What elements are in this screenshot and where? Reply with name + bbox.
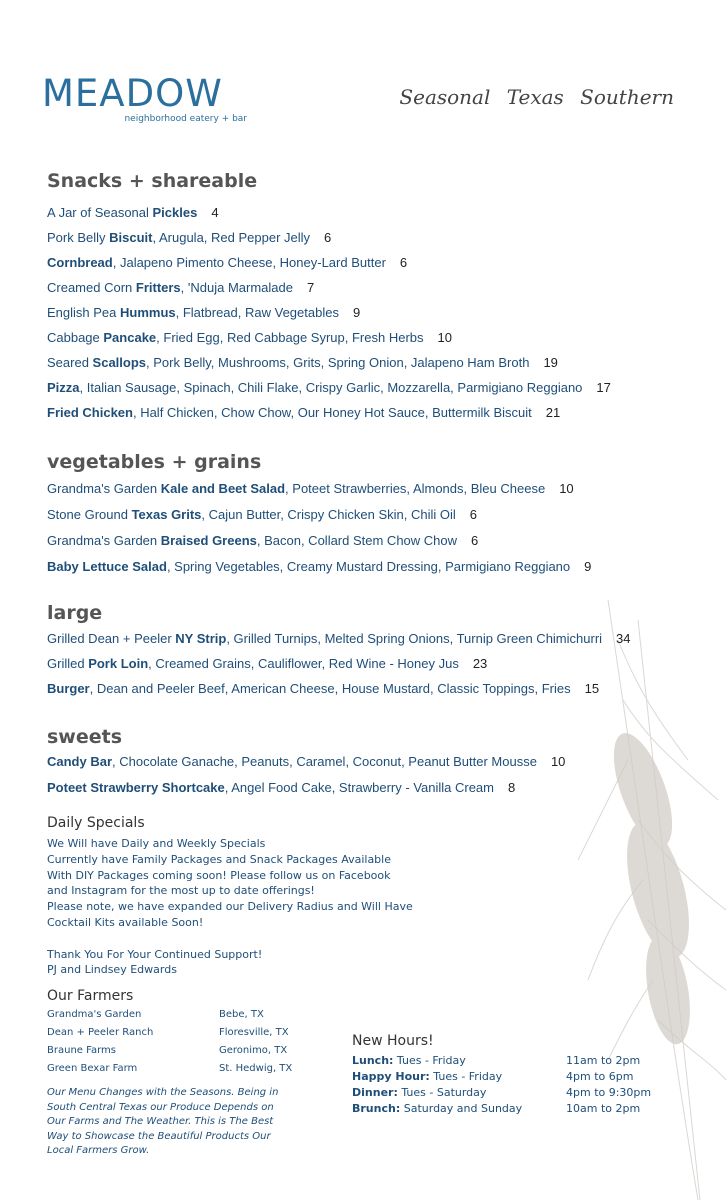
menu-item-price: 10 — [437, 330, 452, 345]
menu-item-prefix: Creamed Corn — [47, 280, 136, 295]
menu-item — [47, 656, 487, 671]
menu-item-name: Baby Lettuce Salad — [47, 559, 167, 574]
menu-item-prefix: A Jar of Seasonal — [47, 205, 153, 220]
farmer-name: Braune Farms — [47, 1045, 116, 1056]
menu-item — [47, 330, 452, 345]
menu-item-name: Pizza — [47, 380, 80, 395]
menu-item-price: 6 — [471, 533, 479, 548]
farmers-title: Our Farmers — [47, 988, 134, 1004]
hours-days: Tues - Friday — [396, 1054, 466, 1067]
specials-line: We Will have Daily and Weekly Specials — [47, 837, 266, 850]
menu-item — [47, 754, 565, 769]
menu-item-price: 6 — [469, 507, 477, 522]
specials-text — [47, 836, 413, 978]
menu-item-description: , Fried Egg, Red Cabbage Syrup, Fresh Herbs — [156, 330, 424, 345]
menu-item-name: Pork Loin — [88, 656, 149, 671]
menu-item-price: 15 — [584, 681, 600, 696]
menu-item-name: Hummus — [120, 305, 176, 320]
farmers-note-line: South Central Texas our Produce Depends on — [47, 1101, 274, 1113]
specials-line: and Instagram for the most up to date offerings! — [47, 884, 315, 898]
menu-item-name: Candy Bar — [47, 754, 113, 769]
hours-row — [352, 1054, 466, 1067]
specials-line: Thank You For Your Continued Support! — [47, 947, 263, 961]
menu-item-price: 21 — [545, 405, 561, 420]
menu-item-price: 7 — [306, 280, 315, 295]
menu-item-description: , 'Nduja Marmalade — [180, 280, 293, 295]
specials-line: With DIY Packages coming soon! Please follow us on Facebook — [47, 868, 391, 882]
hours-time: 10am to 2pm — [566, 1102, 641, 1115]
menu-item-prefix: Grandma's Garden — [47, 481, 161, 496]
section-title-vegetables: vegetables + grains — [47, 451, 262, 473]
farmers-note-line: Our Farms and The Weather. This is The Best — [47, 1116, 274, 1127]
menu-item-name: Fritters — [135, 280, 181, 295]
specials-line — [47, 931, 413, 947]
farmer-name: Green Bexar Farm — [47, 1063, 138, 1074]
hours-days: Saturday and Sunday — [403, 1102, 523, 1115]
menu-item-description: , Angel Food Cake, Strawberry - Vanilla Cream — [224, 780, 494, 795]
menu-item-name: Pickles — [152, 205, 198, 220]
farmer-location: Floresville, TX — [219, 1027, 289, 1038]
hours-time: 4pm to 6pm — [566, 1070, 634, 1083]
menu-item-description: , Italian Sausage, Spinach, Chili Flake, Crispy Garlic, Mozzarella, Parmigiano Reggiano — [79, 380, 583, 395]
menu-item-name: Kale and Beet Salad — [160, 481, 286, 496]
farmer-name: Dean + Peeler Ranch — [47, 1027, 154, 1038]
menu-item-price: 17 — [596, 380, 611, 395]
menu-item-description: , Jalapeno Pimento Cheese, Honey-Lard Butter — [112, 255, 386, 270]
farmers-note — [47, 1086, 317, 1159]
specials-line: PJ and Lindsey Edwards — [47, 963, 177, 977]
menu-item-price: 10 — [559, 481, 574, 496]
menu-item-name: Poteet Strawberry Shortcake — [47, 780, 225, 795]
menu-item-prefix: Seared — [47, 355, 93, 370]
menu-item-prefix: Grandma's Garden — [47, 533, 161, 548]
menu-item — [47, 631, 631, 646]
specials-line: Please note, we have expanded our Delivery Radius and Will Have — [47, 900, 413, 914]
menu-item-prefix: Stone Ground — [47, 507, 132, 522]
hours-label: Lunch: — [352, 1054, 394, 1067]
section-title-sweets: sweets — [47, 726, 123, 748]
menu-item-price: 4 — [211, 205, 219, 220]
menu-item — [47, 481, 574, 496]
menu-item-prefix: English Pea — [47, 305, 120, 320]
menu-item — [47, 205, 219, 220]
hours-label: Brunch: — [352, 1102, 401, 1115]
menu-item — [47, 559, 591, 574]
menu-item-name: Braised Greens — [160, 533, 257, 548]
menu-item-description: , Flatbread, Raw Vegetables — [175, 305, 339, 320]
menu-item — [47, 255, 407, 270]
menu-item-name: Fried Chicken — [47, 405, 133, 420]
menu-item-name: Pancake — [103, 330, 157, 345]
hours-title: New Hours! — [352, 1033, 434, 1049]
menu-item-description: , Cajun Butter, Crispy Chicken Skin, Chili Oil — [201, 507, 456, 522]
menu-item-description: , Dean and Peeler Beef, American Cheese, House Mustard, Classic Toppings, Fries — [89, 681, 571, 696]
menu-item-price: 23 — [472, 656, 488, 671]
menu-item-name: Burger — [47, 681, 90, 696]
menu-item — [47, 533, 478, 548]
menu-item-price: 19 — [543, 355, 558, 370]
menu-item-description: , Chocolate Ganache, Peanuts, Caramel, Coconut, Peanut Butter Mousse — [112, 754, 537, 769]
menu-item-price: 8 — [508, 780, 516, 795]
menu-item-description: , Spring Vegetables, Creamy Mustard Dressing, Parmigiano Reggiano — [166, 559, 571, 574]
specials-line: Currently have Family Packages and Snack Packages Available — [47, 852, 391, 866]
farmer-location: Geronimo, TX — [219, 1045, 288, 1056]
menu-item-name: Texas Grits — [131, 507, 202, 522]
farmers-note-line: Local Farmers Grow. — [47, 1145, 150, 1156]
logo-title: MEADOW — [42, 72, 223, 115]
section-title-snacks: Snacks + shareable — [47, 170, 258, 192]
hours-label: Happy Hour: — [352, 1070, 430, 1083]
farmer-location: St. Hedwig, TX — [219, 1063, 293, 1074]
menu-item-price: 9 — [584, 559, 592, 574]
menu-item-price: 6 — [324, 230, 332, 245]
hours-days: Tues - Friday — [433, 1070, 503, 1083]
menu-item-price: 6 — [399, 255, 408, 270]
hours-row — [352, 1086, 486, 1099]
menu-item — [47, 380, 611, 395]
menu-item-name: Cornbread — [47, 255, 113, 270]
hours-days: Tues - Saturday — [401, 1086, 487, 1099]
menu-item-name: NY Strip — [175, 631, 227, 646]
hours-row — [352, 1070, 502, 1083]
farmers-note-line: Way to Showcase the Beautiful Products Our — [47, 1130, 271, 1142]
farmer-location: Bebe, TX — [219, 1009, 264, 1020]
menu-item — [47, 230, 331, 245]
menu-item-prefix: Grilled — [47, 656, 89, 671]
specials-line: Cocktail Kits available Soon! — [47, 915, 204, 929]
menu-item-description: , Pork Belly, Mushrooms, Grits, Spring Onion, Jalapeno Ham Broth — [146, 355, 530, 370]
menu-item-description: , Grilled Turnips, Melted Spring Onions, Turnip Green Chimichurri — [226, 631, 603, 646]
menu-item — [47, 507, 477, 522]
menu-item-description: , Half Chicken, Chow Chow, Our Honey Hot Sauce, Buttermilk Biscuit — [132, 405, 532, 420]
hours-time: 11am to 2pm — [566, 1054, 641, 1067]
menu-item-description: , Bacon, Collard Stem Chow Chow — [256, 533, 458, 548]
menu-item-description: , Arugula, Red Pepper Jelly — [152, 230, 311, 245]
menu-item-prefix: Grilled Dean + Peeler — [47, 631, 176, 646]
menu-item-price: 9 — [352, 305, 361, 320]
section-title-large: large — [47, 602, 103, 624]
menu-item — [47, 405, 560, 420]
menu-item-name: Scallops — [92, 355, 147, 370]
logo — [42, 72, 247, 124]
menu-item — [47, 780, 515, 795]
tagline: Seasonal Texas Southern — [399, 85, 674, 109]
menu-item-price: 10 — [550, 754, 566, 769]
menu-item-name: Biscuit — [109, 230, 153, 245]
farmers-note-line: Our Menu Changes with the Seasons. Being in — [47, 1087, 279, 1098]
menu-item — [47, 681, 599, 696]
menu-item-price: 34 — [616, 631, 631, 646]
menu-item — [47, 280, 314, 295]
menu-item-prefix: Pork Belly — [47, 230, 110, 245]
menu-item-prefix: Cabbage — [47, 330, 104, 345]
menu-item-description: , Creamed Grains, Cauliflower, Red Wine - Honey Jus — [148, 656, 459, 671]
menu-item — [47, 355, 558, 370]
menu-item-description: , Poteet Strawberries, Almonds, Bleu Cheese — [285, 481, 546, 496]
specials-title: Daily Specials — [47, 815, 145, 831]
menu-item — [47, 305, 360, 320]
hours-row — [352, 1102, 522, 1115]
hours-time: 4pm to 9:30pm — [566, 1086, 652, 1099]
logo-subtitle: neighborhood eatery + bar — [124, 114, 247, 124]
hours-label: Dinner: — [352, 1086, 398, 1099]
farmer-name: Grandma's Garden — [47, 1009, 142, 1020]
